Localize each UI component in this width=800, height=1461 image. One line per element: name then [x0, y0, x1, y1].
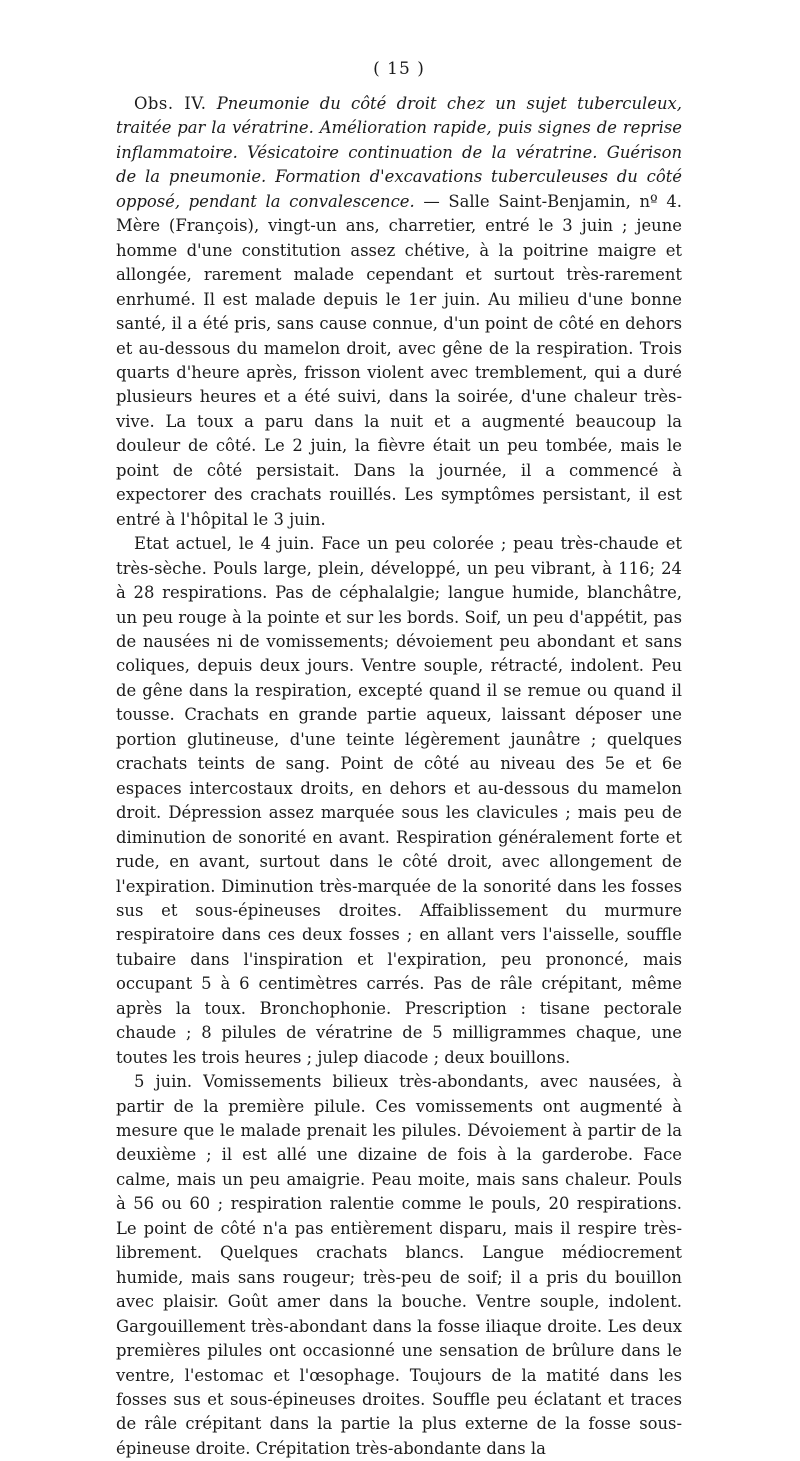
paragraph-etat-actuel: Etat actuel, le 4 juin. Face un peu colorée ; peau très-chaude et très-sèche. Pouls large, plein, développé, un peu vibrant, à 116; 24 à 28 respirations. Pas de céphalalgie; langue humide, blanchâtre, un peu rouge à la pointe et sur les bords. Soif, un peu d'appétit, pas de nausées ni de vomissements; dévoiement peu abondant et sans coliques, depuis deux jours. Ventre souple, rétracté, indolent. Peu de gêne dans la respiration, excepté quand il se remue ou quand il tousse. Crachats en grande partie aqueux, laissant déposer une portion glutineuse, d'une teinte légèrement jaunâtre ; quelques crachats teints de sang. Point de côté au niveau des 5e et 6e espaces intercostaux droits, en dehors et au-dessous du mamelon droit. Dépression assez marquée sous les clavicules ; mais peu de diminution de sonorité en avant. Respiration généralement forte et rude, en avant, surtout dans le côté droit, avec allongement de l'expiration. Diminution très-marquée de la sonorité dans les fosses sus et sous-épineuses droites. Affaiblissement du murmure respiratoire dans ces deux fosses ; en allant vers l'aisselle, souffle tubaire dans l'inspiration et l'expiration, peu prononcé, mais occupant 5 à 6 centimètres carrés. Pas de râle crépitant, même après la toux. Bronchophonie. Prescription : tisane pectorale chaude ; 8 pilules de vératrine de 5 milligrammes chaque, une toutes les trois heures ; julep diacode ; deux bouillons. [116, 534, 682, 1067]
observation-intro: — Salle Saint-Benjamin, nº 4. Mère (François), vingt-un ans, charretier, entré le 3 juin ; jeune homme d'une constitution assez chétive, à la poitrine maigre et allongée, rarement malade cependant et surtout très-rarement enrhumé. Il est malade depuis le 1er juin. Au milieu d'une bonne santé, il a été pris, sans cause connue, d'un point de côté en dehors et au-dessous du mamelon droit, avec gêne de la respiration. Trois quarts d'heure après, frisson violent avec tremblement, qui a duré plusieurs heures et a été suivi, dans la soirée, d'une chaleur très-vive. La toux a paru dans la nuit et a augmenté beaucoup la douleur de côté. Le 2 juin, la fièvre était un peu tombée, mais le point de côté persistait. Dans la journée, il a commencé à expectorer des crachats rouillés. Les symptômes persistant, il est entré à l'hôpital le 3 juin. [116, 191, 683, 529]
observation-label: Obs. IV. [134, 94, 207, 113]
observation-title: Pneumonie du côté droit chez un sujet tuberculeux, traitée par la vératrine. Amélioration rapide, puis signes de reprise inflammatoire. Vésicatoire continuation de la vératrine. Guérison de la pneumonie. Formation d'excavations tuberculeuses du côté opposé, pendant la convalescence. [116, 94, 682, 211]
paragraph-5-juin: 5 juin. Vomissements bilieux très-abondants, avec nausées, à partir de la première pilule. Ces vomissements ont augmenté à mesure que le malade prenait les pilules. Dévoiement à partir de la deuxième ; il est allé une dizaine de fois à la garderobe. Face calme, mais un peu amaigrie. Peau moite, mais sans chaleur. Pouls à 56 ou 60 ; respiration ralentie comme le pouls, 20 respirations. Le point de côté n'a pas entièrement disparu, mais il respire très-librement. Quelques crachats blancs. Langue médiocrement humide, mais sans rougeur; très-peu de soif; il a pris du bouillon avec plaisir. Goût amer dans la bouche. Ventre souple, indolent. Gargouillement très-abondant dans la fosse iliaque droite. Les deux premières pilules ont occasionné une sensation de brûlure dans le ventre, l'estomac et l'œsophage. Toujours de la matité dans les fosses sus et sous-épineuses droites. Souffle peu éclatant et traces de râle crépitant dans la partie la plus externe de la fosse sous-épineuse droite. Crépitation très-abondante dans la [116, 1072, 682, 1458]
document-page [116, 58, 682, 1461]
page-number: ( 15 ) [373, 59, 425, 79]
observation-paragraph [116, 92, 682, 532]
